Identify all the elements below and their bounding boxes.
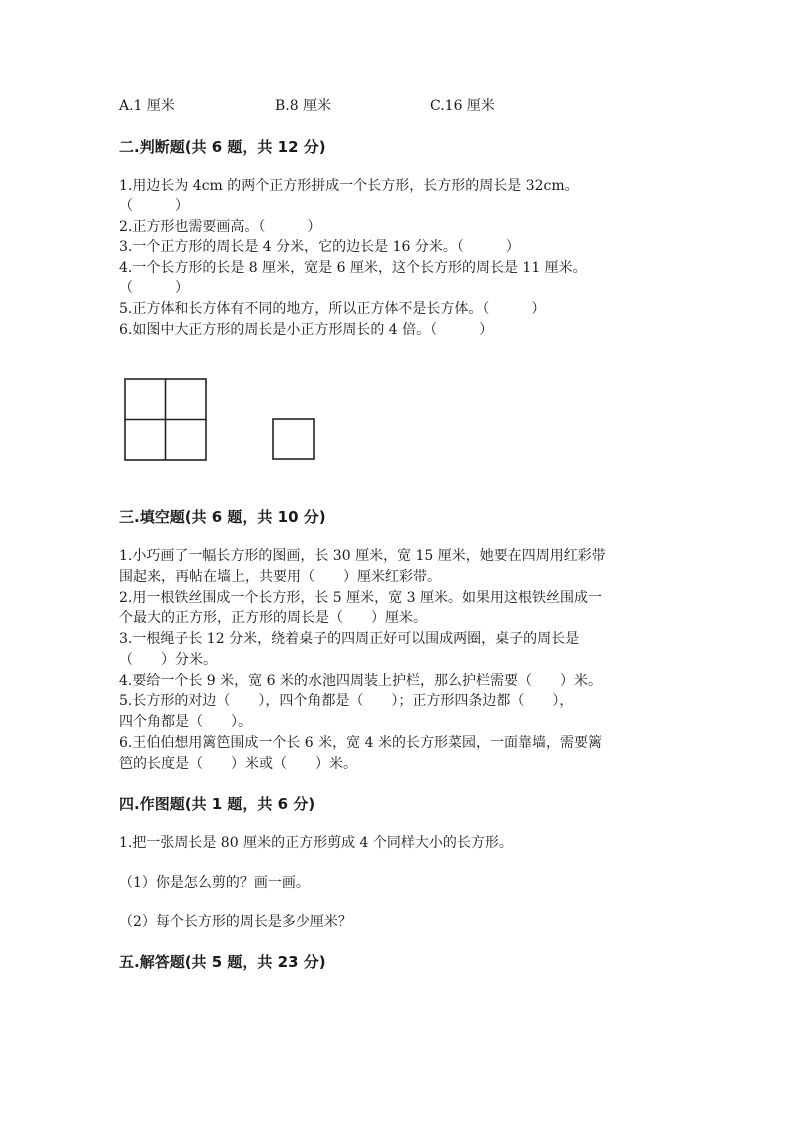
s2-line-7: 5.正方体和长方体有不同的地方，所以正方体不是长方体。（ ） bbox=[119, 301, 546, 317]
s4-line-2: （1）你是怎么剪的？画一画。 bbox=[119, 875, 310, 891]
option-b: B.8 厘米 bbox=[275, 98, 332, 114]
s3-line-11: 笆的长度是（ ）米或（ ）米。 bbox=[119, 756, 357, 772]
section4-heading: 四.作图题(共 1 题，共 6 分) bbox=[119, 795, 316, 813]
section2-heading: 二.判断题(共 6 题，共 12 分) bbox=[119, 138, 326, 156]
s3-line-1: 1.小巧画了一幅长方形的图画，长 30 厘米，宽 15 厘米，她要在四周用红彩带 bbox=[119, 548, 606, 564]
s3-line-2: 围起来，再帖在墙上，共要用（ ）厘米红彩带。 bbox=[119, 569, 441, 585]
s2-line-8: 6.如图中大正方形的周长是小正方形周长的 4 倍。（ ） bbox=[119, 322, 494, 338]
s2-line-6: （ ） bbox=[119, 280, 189, 296]
s2-line-5: 4.一个长方形的长是 8 厘米，宽是 6 厘米，这个长方形的周长是 11 厘米。 bbox=[119, 260, 587, 276]
s3-line-10: 6.王伯伯想用篱笆围成一个长 6 米，宽 4 米的长方形菜园，一面靠墙，需要篱 bbox=[119, 735, 602, 751]
s3-line-4: 个最大的正方形，正方形的周长是（ ）厘米。 bbox=[119, 610, 427, 626]
s3-line-9: 四个角都是（ ）。 bbox=[119, 714, 252, 730]
s4-line-3: （2）每个长方形的周长是多少厘米？ bbox=[119, 914, 352, 930]
big-square bbox=[125, 379, 206, 460]
small-square bbox=[273, 419, 314, 459]
section3-heading: 三.填空题(共 6 题，共 10 分) bbox=[119, 508, 326, 526]
s3-line-3: 2.用一根铁丝围成一个长方形，长 5 厘米，宽 3 厘米。如果用这根铁丝围成一 bbox=[119, 590, 602, 606]
s3-line-8: 5.长方形的对边（ ），四个角都是（ ）；正方形四条边都（ ）， bbox=[119, 693, 574, 709]
section5-heading: 五.解答题(共 5 题，共 23 分) bbox=[119, 953, 326, 971]
s3-line-5: 3.一根绳子长 12 分米，绕着桌子的四周正好可以围成两圈，桌子的周长是 bbox=[119, 631, 580, 647]
option-c: C.16 厘米 bbox=[430, 98, 495, 114]
s2-line-3: 2.正方形也需要画高。（ ） bbox=[119, 219, 322, 235]
s3-line-6: （ ）分米。 bbox=[119, 652, 217, 668]
s2-line-2: （ ） bbox=[119, 198, 189, 214]
s2-line-1: 1.用边长为 4cm 的两个正方形拼成一个长方形，长方形的周长是 32cm。 bbox=[119, 178, 579, 194]
s2-line-4: 3.一个正方形的周长是 4 分米，它的边长是 16 分米。（ ） bbox=[119, 239, 520, 255]
s3-line-7: 4.要给一个长 9 米，宽 6 米的水池四周装上护栏，那么护栏需要（ ）米。 bbox=[119, 673, 602, 689]
option-a: A.1 厘米 bbox=[119, 98, 175, 114]
s4-line-1: 1.把一张周长是 80 厘米的正方形剪成 4 个同样大小的长方形。 bbox=[119, 835, 513, 851]
